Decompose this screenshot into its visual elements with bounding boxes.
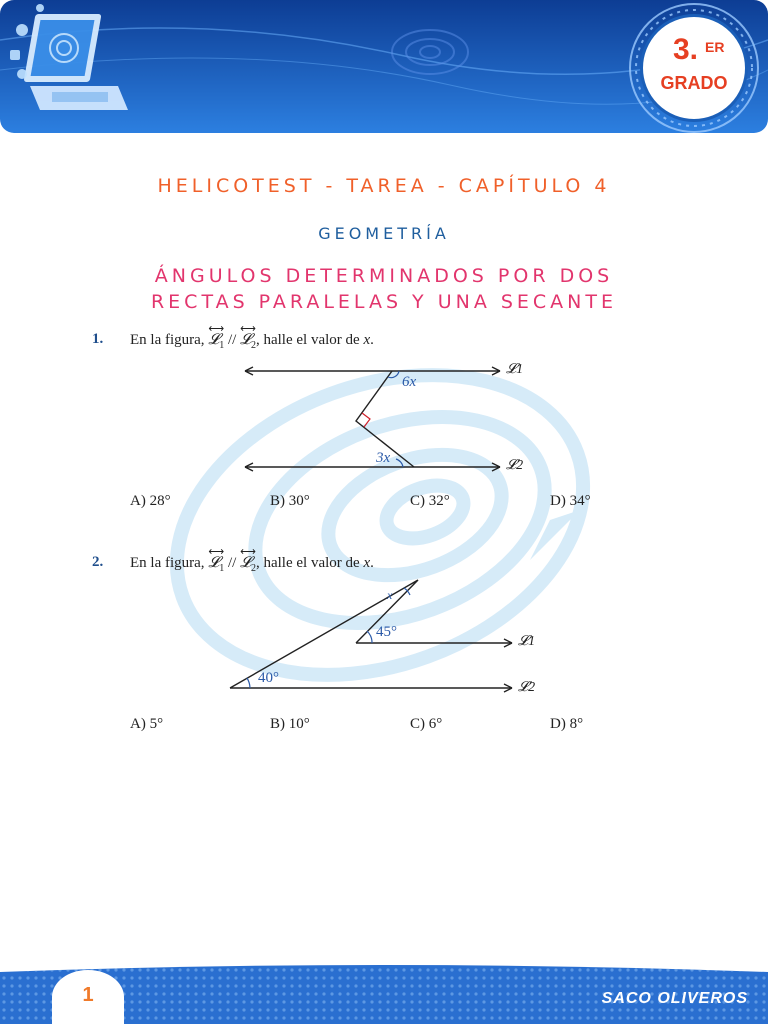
line-2-symbol: ⟷ 𝓛$_2$ — [240, 323, 256, 351]
q1-option-d[interactable]: D) 34° — [550, 493, 591, 509]
q2-option-c[interactable]: C) 6° — [410, 716, 443, 732]
page-number: 1 — [82, 984, 94, 1006]
topic-line-2: RECTAS PARALELAS Y UNA SECANTE — [150, 291, 618, 313]
line-1-symbol: ⟷ 𝓛$_1$ — [208, 323, 225, 351]
q1-option-c[interactable]: C) 32° — [410, 493, 450, 509]
q2-option-b[interactable]: B) 10° — [270, 716, 310, 732]
q2-line-1-label: 𝓛1 — [518, 634, 536, 649]
page-title: HELICOTEST - TAREA - CAPÍTULO 4 — [157, 175, 611, 197]
q2-option-d[interactable]: D) 8° — [550, 716, 584, 732]
topic-line-1: ÁNGULOS DETERMINADOS POR DOS — [154, 265, 614, 287]
angle-x-label: x — [387, 588, 393, 602]
q2-option-a[interactable]: A) 5° — [130, 716, 164, 732]
question-1-text: En la figura, ⟷ 𝓛$_1$ // ⟷ 𝓛$_2$, halle el valor de x. — [130, 323, 374, 351]
parallel-symbol: // — [227, 332, 237, 348]
angle-40-label: 40° — [258, 670, 279, 686]
grade-word: GRADO — [660, 73, 728, 93]
question-2-number: 2. — [92, 554, 104, 570]
question-1-number: 1. — [92, 331, 104, 347]
question-2-text: En la figura, ⟷ 𝓛$_1$ // ⟷ 𝓛$_2$, halle el valor de x. — [130, 546, 374, 574]
spiral-watermark — [150, 360, 670, 690]
line-1-symbol: ⟷ 𝓛$_1$ — [208, 546, 225, 574]
question-2-variable: x — [363, 555, 371, 571]
question-2-suffix: , halle el valor de — [255, 555, 360, 571]
brand-name: SACO OLIVEROS — [601, 990, 748, 1007]
angle-45-label: 45° — [376, 624, 397, 640]
question-2-prefix: En la figura, — [130, 555, 205, 571]
q1-option-a[interactable]: A) 28° — [130, 493, 171, 509]
angle-6x-label: 6x — [402, 374, 417, 390]
topic-heading — [0, 263, 768, 315]
q1-line-2-label: 𝓛2 — [506, 458, 524, 473]
angle-3x-label: 3x — [376, 450, 391, 466]
grade-number: 3. — [673, 33, 699, 66]
grade-badge — [640, 14, 748, 122]
question-1-variable: x — [363, 332, 371, 348]
q1-option-b[interactable]: B) 30° — [270, 493, 310, 509]
subject-heading: GEOMETRÍA — [318, 224, 450, 243]
q1-line-1-label: 𝓛1 — [506, 362, 524, 377]
grade-superscript: ER — [705, 39, 725, 55]
question-1-prefix: En la figura, — [130, 332, 205, 348]
question-1-suffix: , halle el valor de — [255, 332, 360, 348]
line-2-symbol: ⟷ 𝓛$_2$ — [240, 546, 256, 574]
parallel-symbol: // — [227, 555, 237, 571]
q2-line-2-label: 𝓛2 — [518, 680, 536, 695]
